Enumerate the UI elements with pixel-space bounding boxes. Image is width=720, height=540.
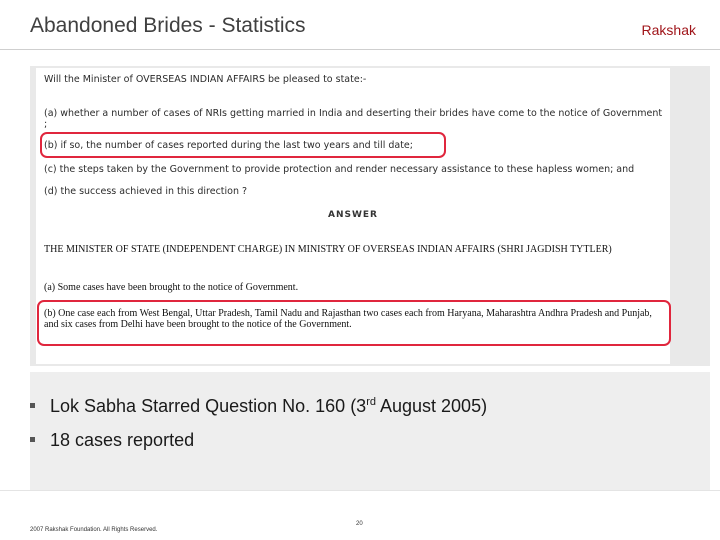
page-number: 20 xyxy=(356,521,363,527)
title-divider xyxy=(0,49,720,50)
answer-b: (b) One case each from West Bengal, Uttar Pradesh, Tamil Nadu and Rajasthan two cases each from Haryana, Maharashtra Andhra Pradesh and Punjab, and six cases from Delhi have been brought to the notice of the Government. xyxy=(44,308,652,330)
answer-heading: ANSWER xyxy=(328,210,378,220)
slide-title: Abandoned Brides - Statistics xyxy=(30,14,306,37)
bullet-square-icon xyxy=(30,437,35,442)
footer-copyright: 2007 Rakshak Foundation. All Rights Reserved. xyxy=(30,527,158,533)
question-a: (a) whether a number of cases of NRIs getting married in India and deserting their brides have come to the notice of Government ; xyxy=(44,108,663,130)
brand-logo: Rakshak xyxy=(641,22,696,38)
minister-line: THE MINISTER OF STATE (INDEPENDENT CHARGE) IN MINISTRY OF OVERSEAS INDIAN AFFAIRS (SHRI JAGDISH TYTLER) xyxy=(44,244,612,255)
footer-divider xyxy=(0,490,720,491)
question-c: (c) the steps taken by the Government to provide protection and render necessary assistance to these hapless women; and xyxy=(44,164,635,175)
question-intro: Will the Minister of OVERSEAS INDIAN AFFAIRS be pleased to state:- xyxy=(44,74,367,85)
highlight-question-b xyxy=(40,132,446,158)
highlight-answer-b xyxy=(37,300,671,346)
answer-a: (a) Some cases have been brought to the notice of Government. xyxy=(44,282,299,293)
bullet-text: 18 cases reported xyxy=(50,430,195,450)
bullet-square-icon xyxy=(30,403,35,408)
question-b: (b) if so, the number of cases reported during the last two years and till date; xyxy=(44,140,413,151)
bullet-text: Lok Sabha Starred Question No. 160 (3rd August 2005) xyxy=(50,396,488,416)
question-d: (d) the success achieved in this direction ? xyxy=(44,186,248,197)
